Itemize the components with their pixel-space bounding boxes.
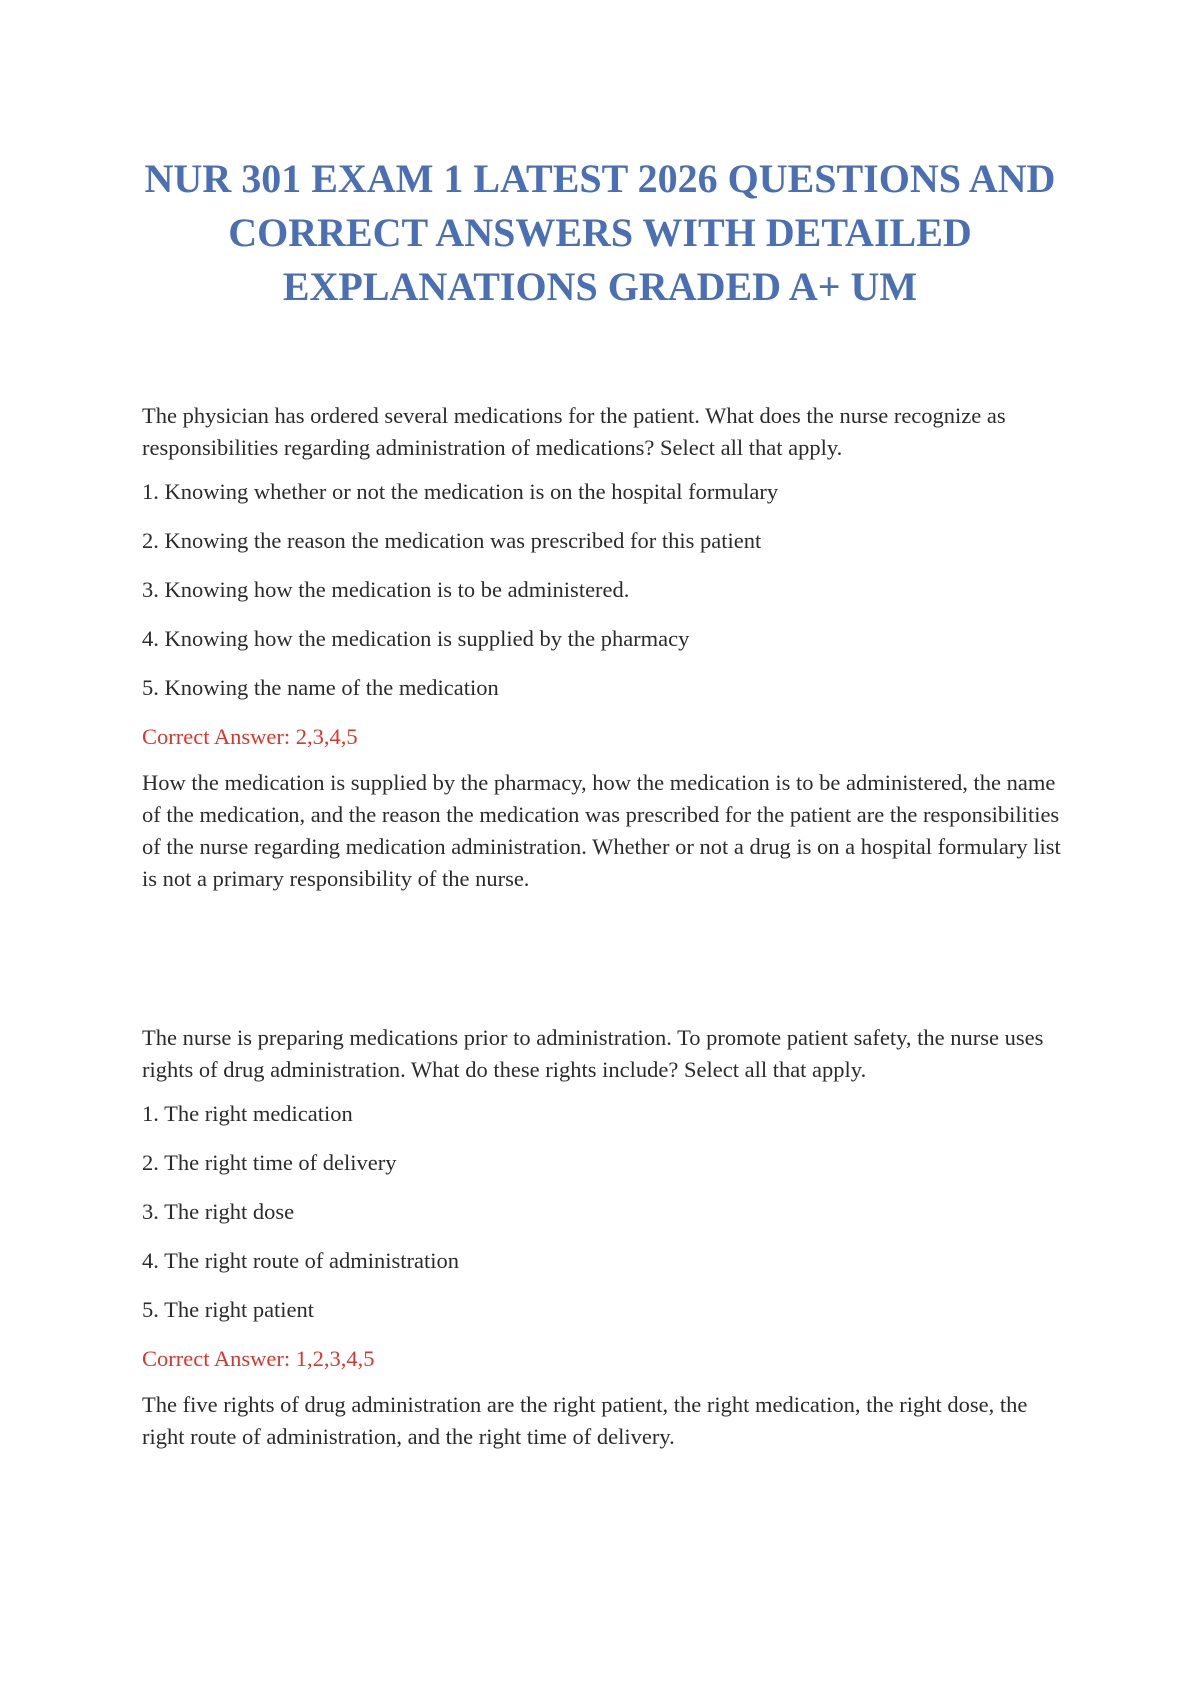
answer-explanation: How the medication is supplied by the pharmacy, how the medication is to be administered, the name of the medication, and the reason the medication was prescribed for the patient are the responsibilities of the nurse regarding medication administration. Whether or not a drug is on a hospital formulary list is not a primary responsibility of the nurse.: [142, 770, 1061, 891]
question-stem: The nurse is preparing medications prior to administration. To promote patient safety, the nurse uses rights of drug administration. What do these rights include? Select all that apply.: [142, 1025, 1044, 1082]
question-stem: The physician has ordered several medications for the patient. What does the nurse recognize as responsibilities regarding administration of medications? Select all that apply.: [142, 403, 1006, 460]
correct-answer: Correct Answer: 2,3,4,5: [142, 724, 358, 749]
option-item: 1. The right medication: [142, 1101, 353, 1126]
option-item: 4. The right route of administration: [142, 1248, 460, 1273]
option-item: 4. Knowing how the medication is supplied by the pharmacy: [142, 626, 690, 651]
title-line: CORRECT ANSWERS WITH DETAILED: [228, 210, 972, 255]
option-item: 3. Knowing how the medication is to be administered.: [142, 577, 630, 602]
correct-answer: Correct Answer: 1,2,3,4,5: [142, 1346, 375, 1371]
option-item: 2. Knowing the reason the medication was prescribed for this patient: [142, 528, 762, 553]
option-list: [142, 1098, 1062, 1326]
option-item: 1. Knowing whether or not the medication is on the hospital formulary: [142, 479, 779, 504]
title-line: EXPLANATIONS GRADED A+ UM: [282, 264, 918, 309]
option-list: [142, 476, 1062, 704]
title-line: NUR 301 EXAM 1 LATEST 2026 QUESTIONS AND: [144, 156, 1056, 201]
question-2: [142, 1022, 1062, 1453]
question-1: [142, 400, 1062, 895]
option-item: 3. The right dose: [142, 1199, 295, 1224]
option-item: 2. The right time of delivery: [142, 1150, 397, 1175]
answer-explanation: The five rights of drug administration are the right patient, the right medication, the right dose, the right route of administration, and the right time of delivery.: [142, 1392, 1028, 1449]
option-item: 5. Knowing the name of the medication: [142, 675, 499, 700]
document-title: [130, 152, 1070, 314]
option-item: 5. The right patient: [142, 1297, 315, 1322]
